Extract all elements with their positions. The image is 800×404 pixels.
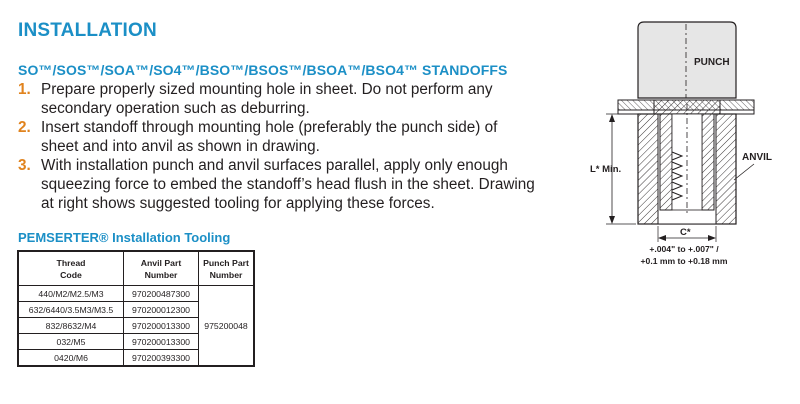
- step-1: [18, 80, 538, 118]
- punch-label: PUNCH: [694, 57, 730, 68]
- anvil-part-cell: 970200012300: [124, 302, 199, 318]
- tolerance-mm: +0.1 mm to +0.18 mm: [640, 256, 728, 266]
- step-text: With installation punch and anvil surfaces parallel, apply only enough squeezing force to embed the standoff’s head flush in the sheet. Drawing at right shows suggested tooling for applying these forces.: [41, 157, 535, 212]
- tooling-table-title: PEMSERTER® Installation Tooling: [18, 230, 231, 245]
- anvil-part-cell: 970200013300: [124, 334, 199, 350]
- table-header-row: [18, 251, 254, 286]
- thread-code-cell: 0420/M6: [18, 350, 124, 367]
- anvil-part-cell: 970200487300: [124, 286, 199, 302]
- punch-part-cell: 975200048: [199, 286, 255, 367]
- step-text: Prepare properly sized mounting hole in sheet. Do not perform any secondary operation such as deburring.: [41, 81, 493, 117]
- step-3: [18, 156, 538, 213]
- thread-code-cell: 440/M2/M2.5/M3: [18, 286, 124, 302]
- section-title: SO™/SOS™/SOA™/SO4™/BSO™/BSOS™/BSOA™/BSO4™ STANDOFFS: [18, 62, 508, 78]
- step-2: [18, 118, 538, 156]
- tooling-table: [17, 250, 255, 367]
- punch-part-header: Punch Part Number: [199, 251, 255, 286]
- anvil-part-cell: 970200013300: [124, 318, 199, 334]
- anvil-label: ANVIL: [742, 152, 772, 163]
- anvil-part-header: Anvil Part Number: [124, 251, 199, 286]
- clearance-label: C*: [680, 227, 691, 238]
- step-number: 2.: [18, 119, 31, 136]
- step-number: 3.: [18, 157, 31, 174]
- thread-code-cell: 832/8632/M4: [18, 318, 124, 334]
- installation-tooling-diagram: [586, 20, 786, 280]
- installation-steps: [18, 80, 538, 213]
- anvil-part-cell: 970200393300: [124, 350, 199, 367]
- thread-code-cell: 032/M5: [18, 334, 124, 350]
- step-text: Insert standoff through mounting hole (preferably the punch side) of sheet and into anvil as shown in drawing.: [41, 119, 498, 155]
- step-number: 1.: [18, 81, 31, 98]
- table-row: [18, 286, 254, 302]
- length-label: L* Min.: [590, 164, 622, 175]
- page-title: INSTALLATION: [18, 20, 157, 41]
- standoff-shape: [654, 100, 720, 216]
- thread-code-header: Thread Code: [18, 251, 124, 286]
- tolerance-inch: +.004" to +.007" /: [649, 244, 719, 254]
- anvil-leader-line: [734, 164, 754, 180]
- thread-code-cell: 632/6440/3.5M3/M3.5: [18, 302, 124, 318]
